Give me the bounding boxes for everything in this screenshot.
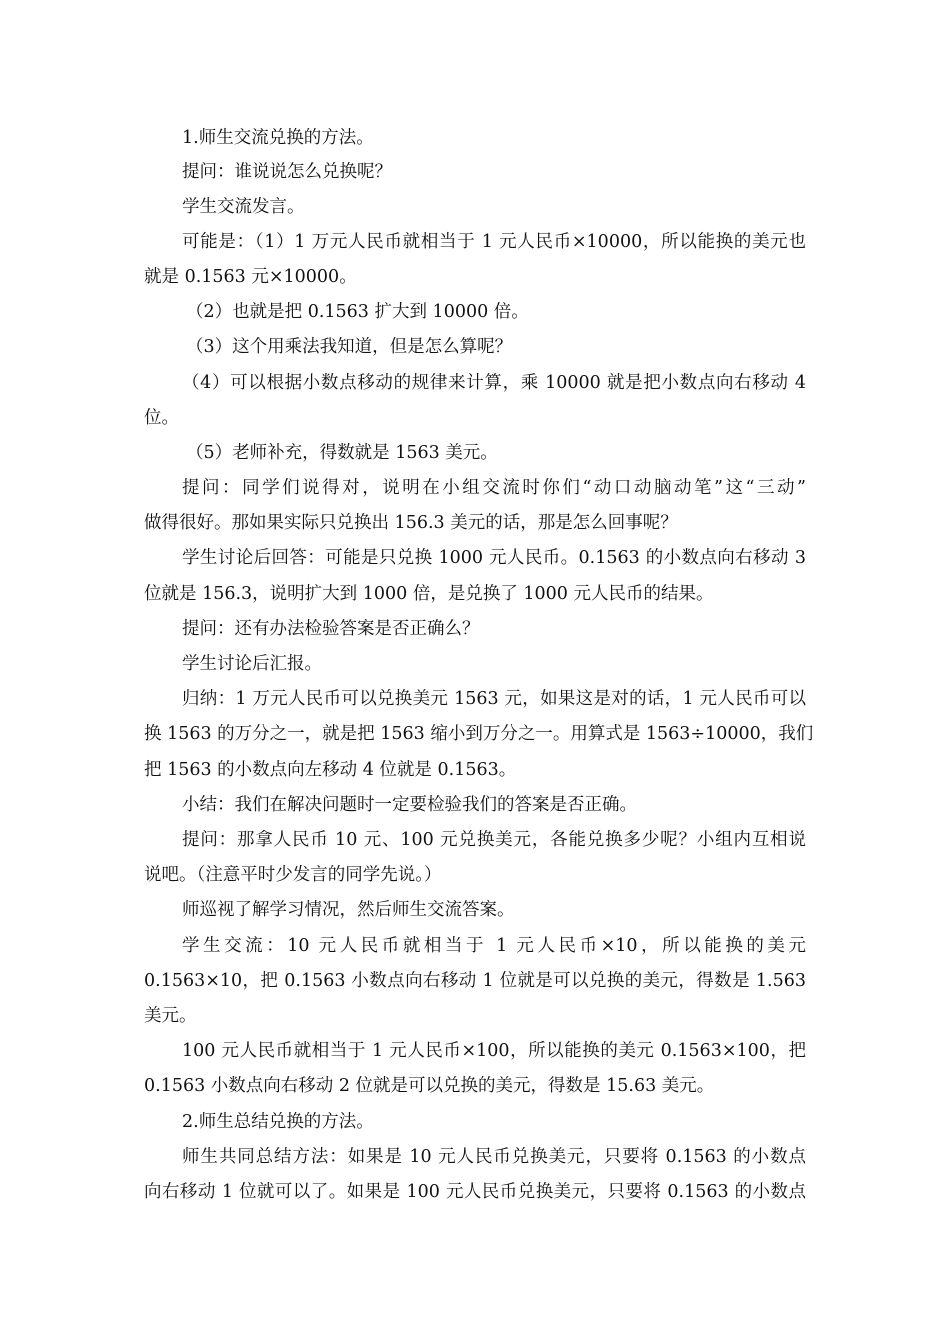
text-line: 可能是：（1）1 万元人民币就相当于 1 元人民币×10000，所以能换的美元也 bbox=[182, 232, 806, 252]
text-line: 学生交流发言。 bbox=[182, 197, 305, 217]
text-line: 师巡视了解学习情况，然后师生交流答案。 bbox=[182, 900, 515, 920]
text-line: （4）可以根据小数点移动的规律来计算，乘 10000 就是把小数点向右移动 4 bbox=[182, 373, 806, 393]
text-line: 提问：谁说说怎么兑换呢？ bbox=[182, 162, 392, 182]
text-line: 向右移动 1 位就可以了。如果是 100 元人民币兑换美元，只要将 0.1563 的小数点 bbox=[144, 1182, 806, 1202]
text-line: 做得很好。那如果实际只兑换出 156.3 美元的话，那是怎么回事呢？ bbox=[144, 513, 678, 533]
text-line: 归纳：1 万元人民币可以兑换美元 1563 元，如果这是对的话，1 元人民币可以 bbox=[182, 689, 806, 709]
text-line: 美元。 bbox=[144, 1006, 197, 1026]
text-line: 提问：同学们说得对，说明在小组交流时你们“动口动脑动笔”这“三动” bbox=[182, 478, 806, 498]
text-line: 1.师生交流兑换的方法。 bbox=[182, 128, 374, 148]
text-line: （5）老师补充，得数就是 1563 美元。 bbox=[186, 443, 498, 463]
text-line: 位。 bbox=[144, 408, 179, 428]
text-line: 学生交流：10 元人民币就相当于 1 元人民币×10，所以能换的美元 bbox=[182, 936, 806, 956]
text-line: 0.1563 小数点向右移动 2 位就是可以兑换的美元，得数是 15.63 美元。 bbox=[144, 1076, 715, 1096]
text-line: （2）也就是把 0.1563 扩大到 10000 倍。 bbox=[186, 302, 529, 322]
text-line: 学生讨论后回答：可能是只兑换 1000 元人民币。0.1563 的小数点向右移动 3 bbox=[182, 548, 806, 568]
text-line: （3）这个用乘法我知道，但是怎么算呢？ bbox=[186, 337, 513, 357]
text-line: 就是 0.1563 元×10000。 bbox=[144, 267, 357, 287]
text-line: 换 1563 的万分之一，就是把 1563 缩小到万分之一。用算式是 1563÷10000，我们 bbox=[144, 724, 814, 744]
text-line: 把 1563 的小数点向左移动 4 位就是 0.1563。 bbox=[144, 760, 517, 780]
text-line: 2.师生总结兑换的方法。 bbox=[182, 1112, 374, 1132]
text-line: 0.1563×10，把 0.1563 小数点向右移动 1 位就是可以兑换的美元，得数是 1.563 bbox=[144, 971, 806, 991]
text-line: 学生讨论后汇报。 bbox=[182, 654, 322, 674]
text-line: 100 元人民币就相当于 1 元人民币×100，所以能换的美元 0.1563×100，把 bbox=[182, 1041, 806, 1061]
text-line: 位就是 156.3，说明扩大到 1000 倍，是兑换了 1000 元人民币的结果。 bbox=[144, 584, 714, 604]
text-line: 提问：还有办法检验答案是否正确么？ bbox=[182, 619, 480, 639]
text-line: 师生共同总结方法：如果是 10 元人民币兑换美元，只要将 0.1563 的小数点 bbox=[182, 1147, 806, 1167]
text-line: 小结：我们在解决问题时一定要检验我们的答案是否正确。 bbox=[182, 795, 637, 815]
text-line: 说吧。（注意平时少发言的同学先说。） bbox=[144, 865, 442, 885]
text-line: 提问：那拿人民币 10 元、100 元兑换美元，各能兑换多少呢？小组内互相说 bbox=[182, 830, 806, 850]
